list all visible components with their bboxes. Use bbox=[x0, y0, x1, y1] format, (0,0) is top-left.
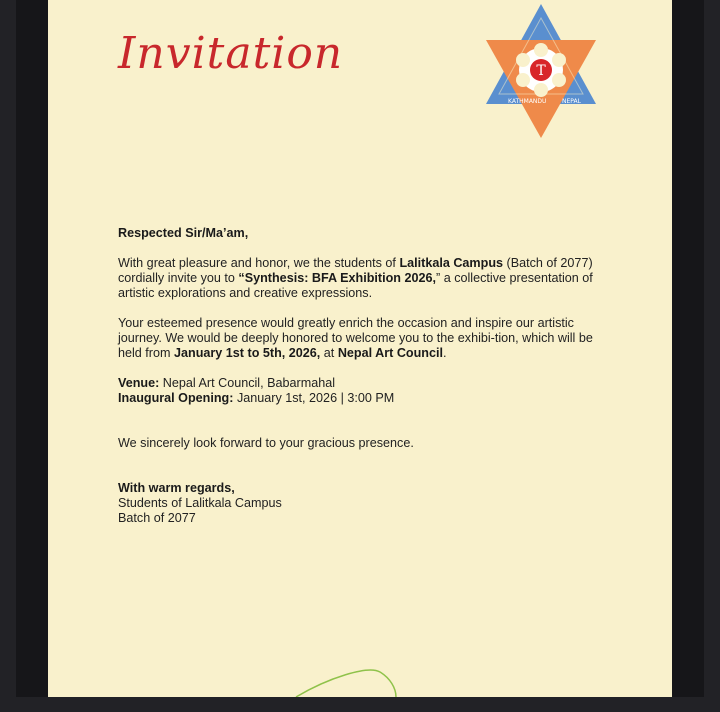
decorative-swoosh bbox=[48, 0, 672, 697]
batch-line: Batch of 2077 bbox=[118, 511, 196, 525]
salutation: Respected Sir/Ma’am, bbox=[118, 226, 249, 240]
closing-line: We sincerely look forward to your gracious presence. bbox=[118, 436, 414, 450]
svg-text:T: T bbox=[536, 63, 546, 79]
invitation-title: Invitation bbox=[118, 28, 344, 79]
invitation-page bbox=[48, 0, 672, 697]
regards-line: With warm regards, bbox=[118, 481, 235, 495]
venue-line: Venue: Nepal Art Council, Babarmahal bbox=[118, 376, 336, 390]
opening-line: Inaugural Opening: January 1st, 2026 | 3:00 PM bbox=[118, 391, 395, 405]
paragraph-invitation: With great pleasure and honor, we the students of Lalitkala Campus (Batch of 2077) cordially invite you to “Synthesis: BFA Exhibition 2026,” a collective presentation of artistic explorations and creative expressions. bbox=[118, 256, 593, 300]
paragraph-details: Your esteemed presence would greatly enrich the occasion and inspire our artistic journey. We would be deeply honored to welcome you to the exhibi-tion, which will be held from January 1st to 5th, 2026, at Nepal Art Council. bbox=[118, 316, 593, 360]
svg-text:KATHMANDU: KATHMANDU bbox=[508, 98, 547, 105]
sender-line: Students of Lalitkala Campus bbox=[118, 496, 282, 510]
svg-text:NEPAL: NEPAL bbox=[562, 98, 581, 105]
